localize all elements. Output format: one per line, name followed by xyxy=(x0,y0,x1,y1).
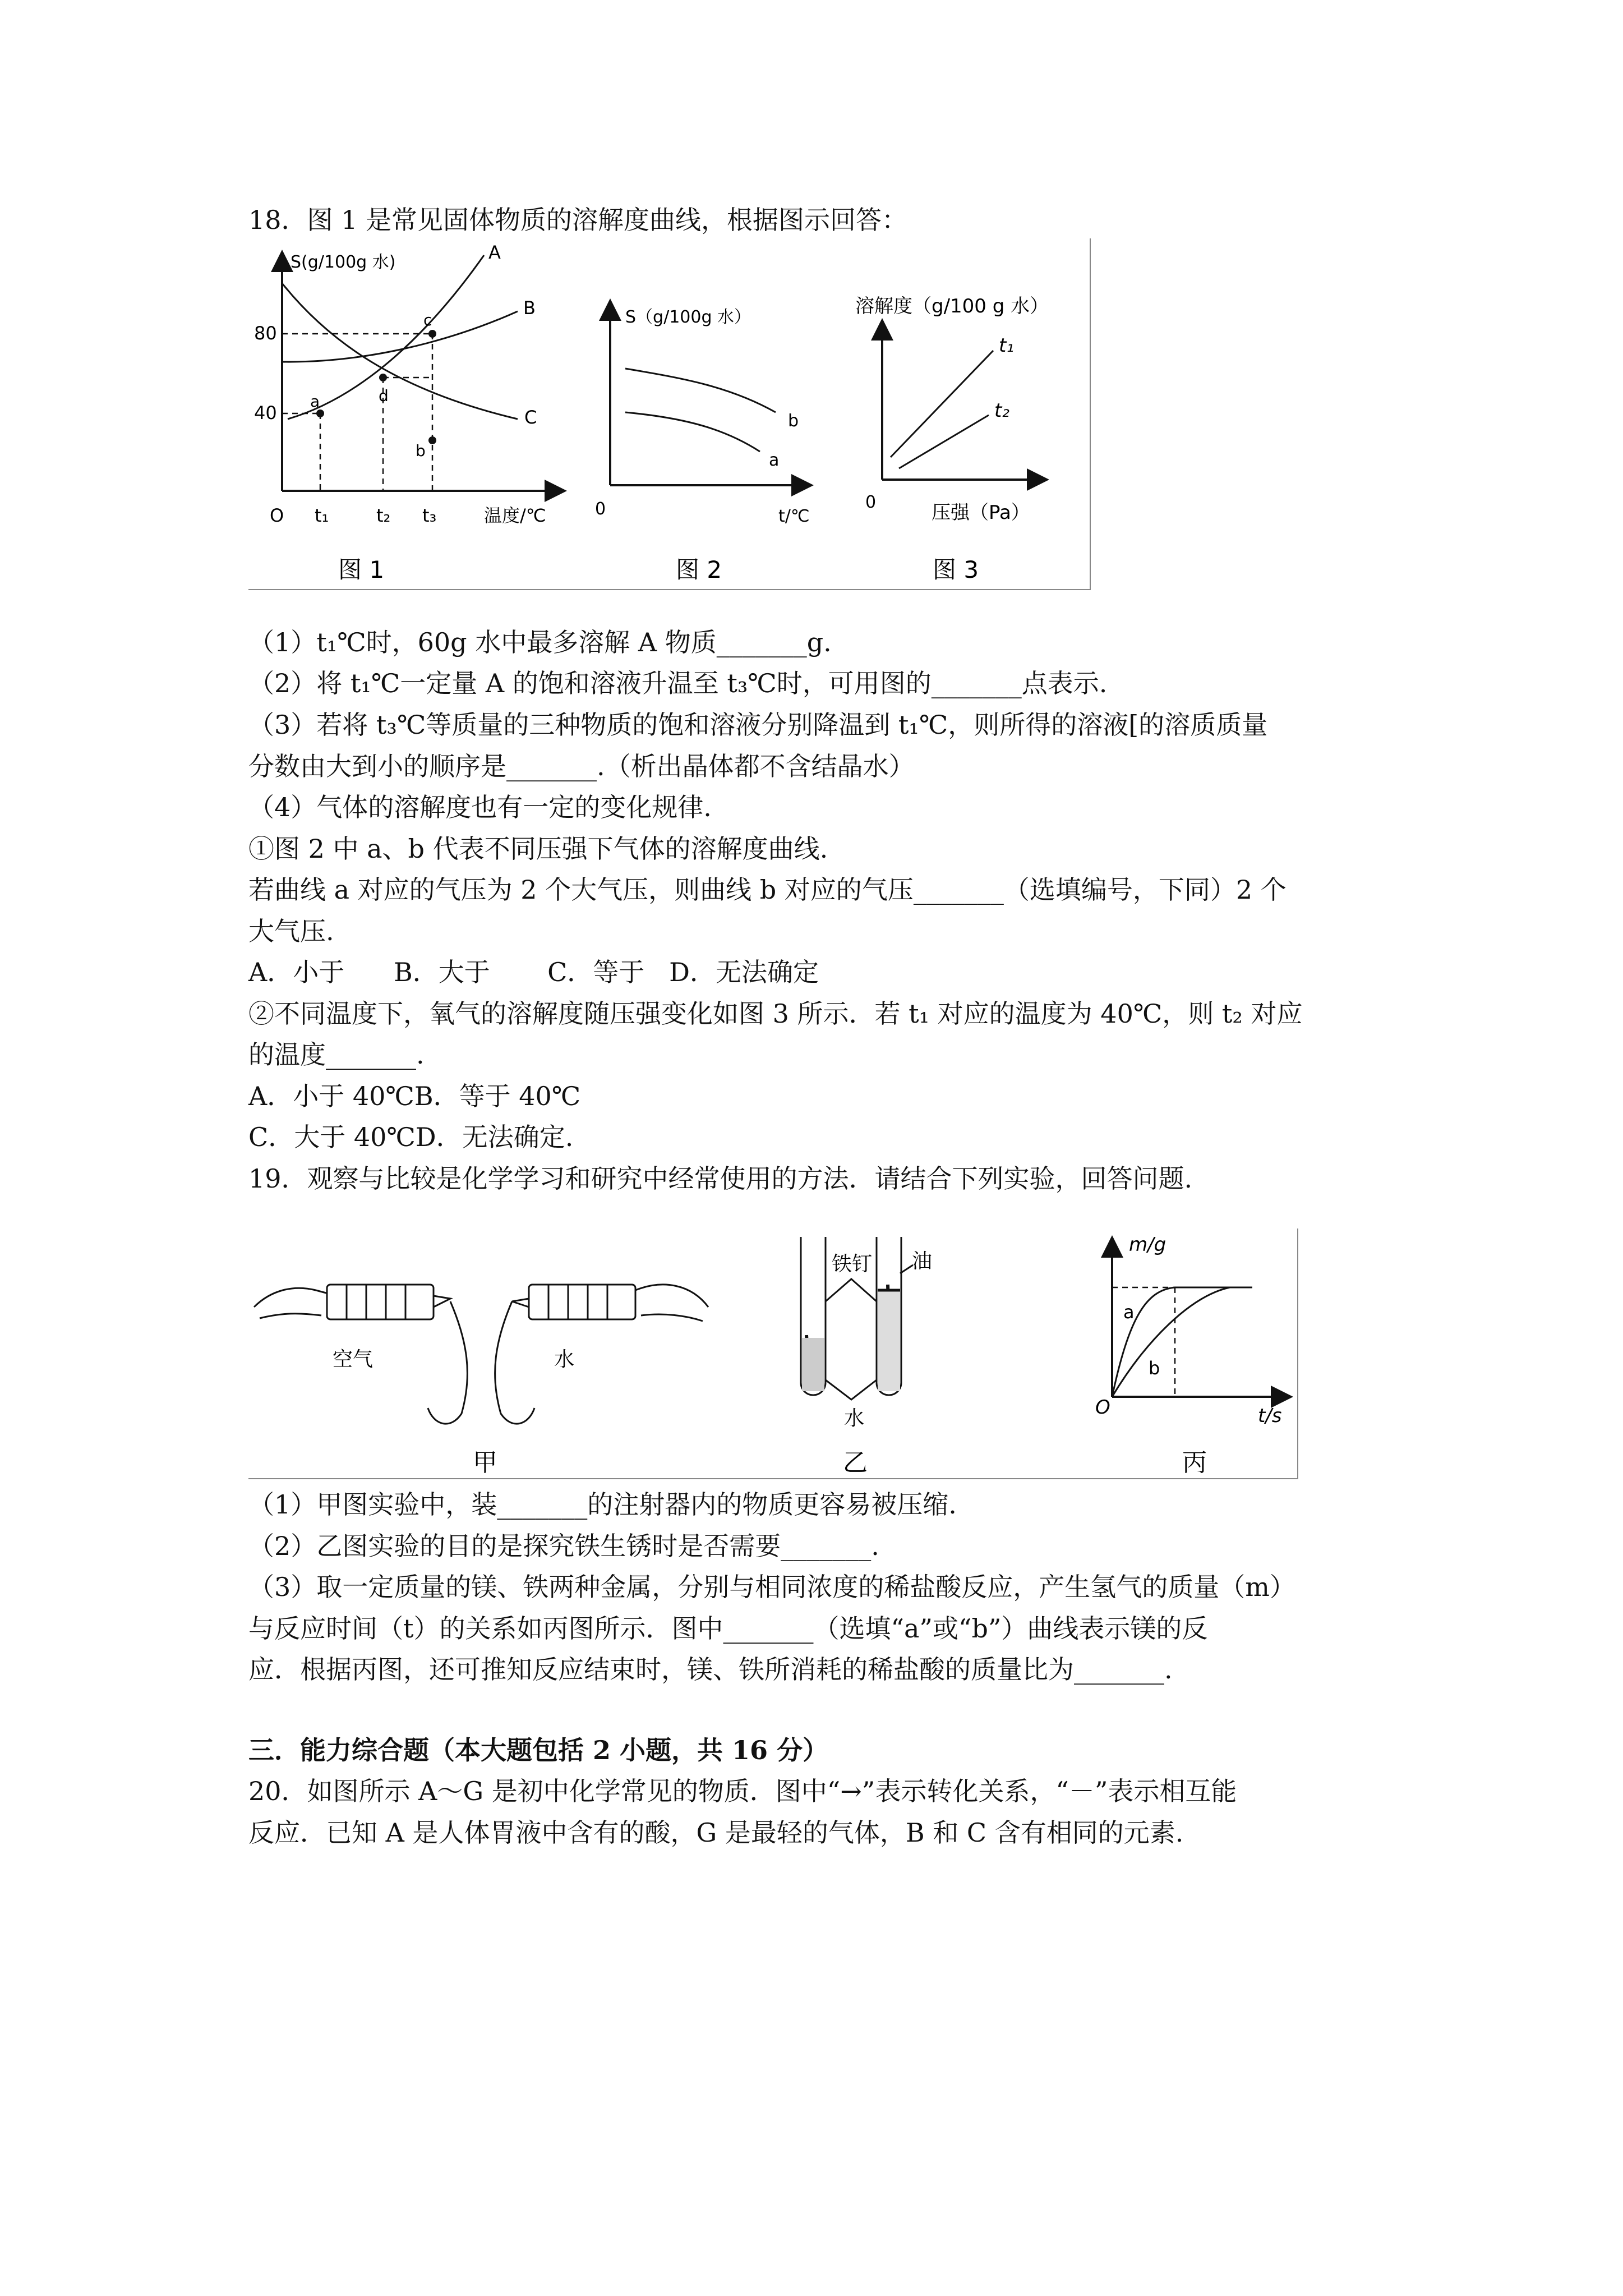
fig1-xlabel: 温度/℃ xyxy=(484,505,546,526)
q18-part4-options: A．小于 B．大于 C．等于 D．无法确定 xyxy=(248,957,819,987)
syringe-water-icon xyxy=(529,1285,635,1319)
fig1-pb: b xyxy=(416,441,426,460)
q18-part4-sub1: ①图 2 中 a、b 代表不同压强下气体的溶解度曲线. xyxy=(248,834,828,864)
fig2-xlabel: t/℃ xyxy=(778,507,810,526)
q18-part3-line1: （3）若将 t₃℃等质量的三种物质的饱和溶液分别降温到 t₁℃，则所得的溶液[的溶质质量 xyxy=(248,710,1268,740)
figure-3 xyxy=(855,295,1049,583)
fig2-caption: 图 2 xyxy=(676,556,722,583)
fig1-point-b xyxy=(428,436,436,444)
q19-figures-svg xyxy=(248,1228,1297,1478)
q18-part4-sub3-line2: 的温度_______. xyxy=(248,1039,425,1070)
fig1-pa: a xyxy=(310,392,320,411)
q18-part4-sub3-options2: C．大于 40℃D．无法确定. xyxy=(248,1122,574,1152)
fig3-origin: 0 xyxy=(865,493,877,512)
q18-figure-strip xyxy=(248,238,1091,590)
bing-ylabel: m/g xyxy=(1129,1234,1166,1256)
yi-caption: 乙 xyxy=(843,1448,868,1477)
q18-part3-line2: 分数由大到小的顺序是_______.（析出晶体都不含结晶水） xyxy=(248,751,915,781)
q18-figures-svg xyxy=(248,238,1090,589)
fig1-pd: d xyxy=(379,386,389,405)
right-hand-icon xyxy=(635,1285,708,1307)
q18-part4-sub2-line2: 大气压. xyxy=(248,916,334,946)
left-hand-icon xyxy=(254,1288,333,1307)
q18-part4-sub3-options1: A．小于 40℃B．等于 40℃ xyxy=(248,1081,581,1111)
fig1-t3: t₃ xyxy=(422,505,437,526)
fig3-line-t2 xyxy=(899,415,989,468)
q19-part1: （1）甲图实验中，装_______的注射器内的物质更容易被压缩. xyxy=(248,1489,957,1520)
fig3-label-t2: t₂ xyxy=(994,399,1009,422)
fig3-line-t1 xyxy=(891,351,993,457)
fig1-curve-b xyxy=(282,311,518,362)
yi-water-label: 水 xyxy=(844,1407,865,1430)
q20-line2: 反应．已知 A 是人体胃液中含有的酸，G 是最轻的气体，B 和 C 含有相同的元素. xyxy=(248,1818,1184,1848)
fig3-xlabel: 压强（Pa） xyxy=(932,501,1030,524)
fig1-caption: 图 1 xyxy=(338,556,385,583)
bing-caption: 丙 xyxy=(1182,1448,1207,1477)
fig2-ylabel: S（g/100g 水） xyxy=(625,307,751,327)
fig1-y40: 40 xyxy=(254,402,277,424)
q19-title: 19．观察与比较是化学学习和研究中经常使用的方法．请结合下列实验，回答问题. xyxy=(248,1163,1193,1194)
q19-part3-line1: （3）取一定质量的镁、铁两种金属，分别与相同浓度的稀盐酸反应，产生氢气的质量（m） xyxy=(248,1572,1295,1602)
jia-water-label: 水 xyxy=(554,1348,575,1371)
fig1-point-c xyxy=(428,330,436,338)
fig1-origin: O xyxy=(270,505,284,526)
q18-part4: （4）气体的溶解度也有一定的变化规律. xyxy=(248,792,712,822)
fig2-curve-b xyxy=(625,369,776,412)
q18-part4-sub2-line1: 若曲线 a 对应的气压为 2 个大气压，则曲线 b 对应的气压_______（选填编号，下同）2 个 xyxy=(248,875,1287,905)
fig3-label-t1: t₁ xyxy=(999,334,1014,357)
q18-part2: （2）将 t₁℃一定量 A 的饱和溶液升温至 t₃℃时，可用图的_______点表示. xyxy=(248,668,1108,698)
yi-oil-label: 油 xyxy=(912,1250,933,1273)
bing-xlabel: t/s xyxy=(1258,1405,1282,1427)
figure-2 xyxy=(595,303,810,583)
yi-nail-label: 铁钉 xyxy=(832,1253,873,1276)
q19-figure-strip xyxy=(248,1228,1298,1479)
fig3-ylabel: 溶解度（g/100 g 水） xyxy=(855,295,1049,318)
fig1-label-b: B xyxy=(523,297,536,319)
q19-part3-line2: 与反应时间（t）的关系如丙图所示．图中_______（选填“a”或“b”）曲线表示镁的反 xyxy=(248,1613,1208,1644)
q18-title: 18．图 1 是常见固体物质的溶解度曲线，根据图示回答： xyxy=(248,205,908,235)
q19-part3-line3: 应．根据丙图，还可推知反应结束时，镁、铁所消耗的稀盐酸的质量比为_______. xyxy=(248,1654,1173,1685)
syringe-air-icon xyxy=(327,1285,434,1319)
q20-line1: 20．如图所示 A～G 是初中化学常见的物质．图中“→”表示转化关系，“－”表示相互能 xyxy=(248,1776,1237,1806)
hand-right-thumb-icon xyxy=(495,1301,534,1424)
bing-origin: O xyxy=(1095,1396,1110,1419)
fig1-t2: t₂ xyxy=(376,505,391,526)
fig1-t1: t₁ xyxy=(315,505,329,526)
fig2-label-b: b xyxy=(788,411,799,431)
section3-title: 三．能力综合题（本大题包括 2 小题，共 16 分） xyxy=(248,1735,829,1765)
figure-bing xyxy=(1095,1234,1289,1477)
figure-1 xyxy=(254,242,562,583)
q18-part4-sub3-line1: ②不同温度下，氧气的溶解度随压强变化如图 3 所示．若 t₁ 对应的温度为 40℃，则 t₂ 对应 xyxy=(248,999,1303,1029)
bing-label-b: b xyxy=(1149,1358,1160,1379)
fig1-point-d xyxy=(379,374,387,381)
hand-left-thumb-icon xyxy=(428,1301,467,1424)
jia-caption: 甲 xyxy=(473,1448,497,1477)
fig1-ylabel: S(g/100g 水) xyxy=(291,252,396,272)
q18-part1: （1）t₁℃时，60g 水中最多溶解 A 物质_______g. xyxy=(248,627,832,657)
fig2-curve-a xyxy=(625,412,760,452)
fig3-caption: 图 3 xyxy=(933,556,979,583)
fig1-y80: 80 xyxy=(254,323,277,344)
q19-part2: （2）乙图实验的目的是探究铁生锈时是否需要_______. xyxy=(248,1531,879,1561)
fig1-point-a xyxy=(316,409,324,417)
fig1-label-c: C xyxy=(524,407,537,428)
fig1-label-a: A xyxy=(488,242,501,263)
fig2-origin: 0 xyxy=(595,499,606,519)
bing-label-a: a xyxy=(1123,1301,1135,1323)
jia-air-label: 空气 xyxy=(333,1348,374,1371)
fig1-pc: c xyxy=(423,311,432,329)
figure-jia xyxy=(254,1285,708,1424)
fig2-label-a: a xyxy=(769,450,780,470)
